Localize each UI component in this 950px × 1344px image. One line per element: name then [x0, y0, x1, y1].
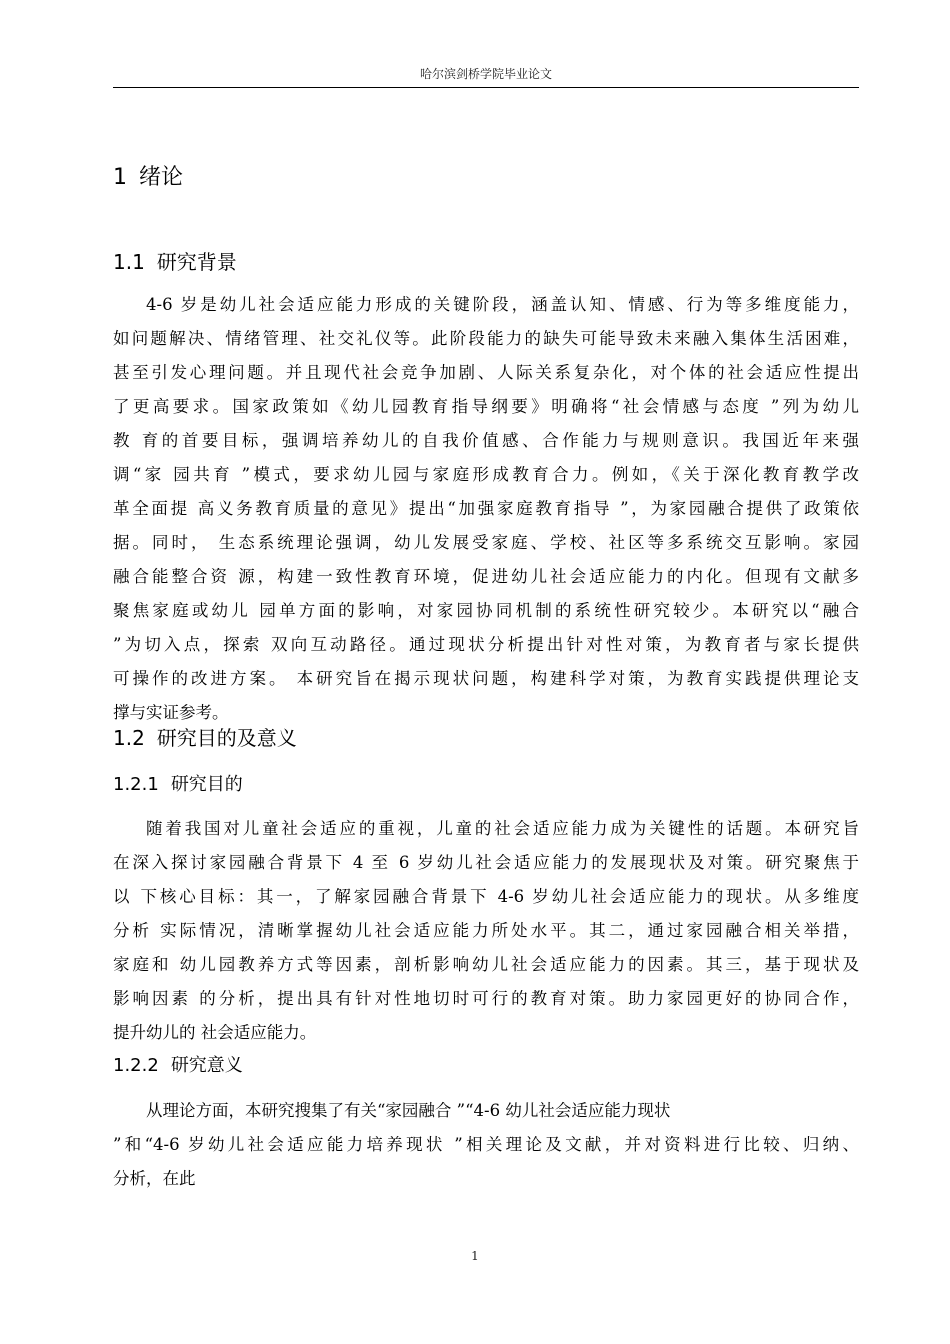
paragraph-line: 提升幼儿的 社会适应能力。	[113, 1023, 317, 1042]
paragraph-line: 家庭和 幼儿园教养方式等因素，剖析影响幼儿社会适应能力的因素。其三，基于现状及	[113, 955, 859, 974]
page-number: 1	[471, 1249, 479, 1263]
subsection-number: 1.2.1	[113, 774, 159, 795]
header-rule	[113, 87, 859, 88]
paragraph-line: 随着我国对儿童社会适应的重视，儿童的社会适应能力成为关键性的话题。本研究旨	[146, 819, 859, 838]
chapter-number: 1	[113, 165, 127, 190]
paragraph-line: 甚至引发心理问题。并且现代社会竞争加剧、人际关系复杂化，对个体的社会适应性提出	[113, 363, 859, 382]
section-heading-purpose	[113, 724, 297, 752]
paragraph-line: 影响因素 的分析，提出具有针对性地切时可行的教育对策。助力家园更好的协同合作，	[113, 989, 859, 1008]
paragraph-line: 在深入探讨家园融合背景下 4 至 6 岁幼儿社会适应能力的发展现状及对策。研究聚焦于	[113, 853, 859, 872]
subsection-heading-goal	[113, 772, 243, 798]
paragraph-line: 融合能整合资 源，构建一致性教育环境，促进幼儿社会适应能力的内化。但现有文献多	[113, 567, 859, 586]
paragraph-line: 革全面提 高义务教育质量的意见》提出“加强家庭教育指导 ”，为家园融合提供了政策依	[113, 499, 859, 518]
section-heading-background	[113, 248, 237, 276]
paragraph-line: 4-6 岁是幼儿社会适应能力形成的关键阶段，涵盖认知、情感、行为等多维度能力，	[146, 295, 859, 314]
paragraph-line: 从理论方面，本研究搜集了有关“家园融合 ”“4-6 幼儿社会适应能力现状	[146, 1101, 671, 1120]
subsection-title: 研究意义	[170, 1055, 243, 1076]
paragraph-line: 调“家 园共育 ”模式，要求幼儿园与家庭形成教育合力。例如，《关于深化教育教学改	[113, 465, 859, 484]
paragraph-goal	[113, 812, 859, 1050]
paragraph-line: 教 育的首要目标，强调培养幼儿的自我价值感、合作能力与规则意识。我国近年来强	[113, 431, 859, 450]
chapter-title: 绪论	[139, 165, 184, 190]
subsection-title: 研究目的	[170, 774, 243, 795]
paragraph-line: ”为切入点，探索 双向互动路径。通过现状分析提出针对性对策，为教育者与家长提供	[113, 635, 859, 654]
section-title: 研究目的及意义	[156, 726, 297, 750]
paragraph-line: 如问题解决、情绪管理、社交礼仪等。此阶段能力的缺失可能导致未来融入集体生活困难，	[113, 329, 859, 348]
paragraph-line: 据。同时， 生态系统理论强调，幼儿发展受家庭、学校、社区等多系统交互影响。家园	[113, 533, 859, 552]
section-number: 1.2	[113, 726, 145, 750]
paragraph-background	[113, 288, 859, 730]
paragraph-line: 以 下核心目标：其一，了解家园融合背景下 4-6 岁幼儿社会适应能力的现状。从多维度	[113, 887, 859, 906]
paragraph-line: 聚焦家庭或幼儿 园单方面的影响，对家园协同机制的系统性研究较少。本研究以“融合	[113, 601, 859, 620]
chapter-heading	[113, 163, 183, 193]
section-number: 1.1	[113, 250, 145, 274]
paragraph-line: 可操作的改进方案。 本研究旨在揭示现状问题，构建科学对策，为教育实践提供理论支	[113, 669, 859, 688]
section-title: 研究背景	[156, 250, 237, 274]
running-header: 哈尔滨剑桥学院毕业论文	[419, 67, 552, 81]
paragraph-line: 撑与实证参考。	[113, 703, 229, 722]
paragraph-line: 了更高要求。国家政策如《幼儿园教育指导纲要》明确将“社会情感与态度 ”列为幼儿	[113, 397, 859, 416]
subsection-heading-significance	[113, 1053, 243, 1079]
paragraph-line: ”和“4-6 岁幼儿社会适应能力培养现状 ”相关理论及文献，并对资料进行比较、归纳、	[113, 1135, 859, 1154]
paragraph-line: 分析 实际情况，清晰掌握幼儿社会适应能力所处水平。其二，通过家园融合相关举措，	[113, 921, 859, 940]
subsection-number: 1.2.2	[113, 1055, 159, 1076]
paragraph-line: 分析，在此	[113, 1169, 196, 1188]
paragraph-significance	[113, 1094, 859, 1196]
